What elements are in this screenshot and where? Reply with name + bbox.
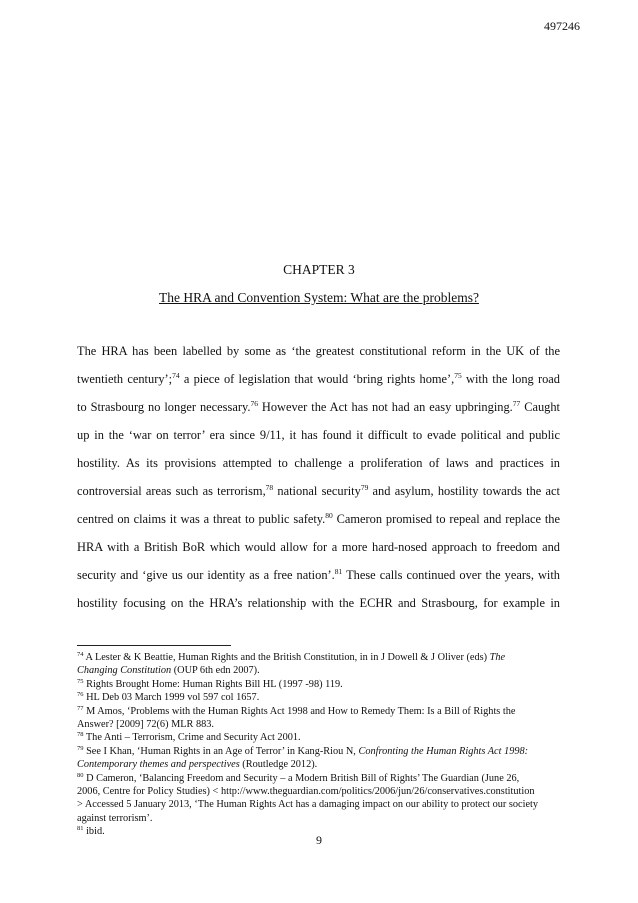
footnote-line <box>77 731 567 744</box>
text-run: HL Deb 03 March 1999 vol 597 col 1657. <box>83 692 260 704</box>
text-run: national security <box>273 484 361 498</box>
footnote-number: 75 <box>77 677 84 685</box>
text-run: a piece of legislation that would ‘bring rights home’, <box>179 372 455 386</box>
italic-title: The <box>489 652 506 663</box>
text-run: hostility focusing on the HRA’s relationship with the ECHR and Strasbourg, for example in <box>77 596 560 610</box>
footnote-line <box>77 785 567 798</box>
footnote-line <box>77 758 567 771</box>
body-line <box>77 449 560 477</box>
text-run: 2006, Centre for Policy Studies) < http://www.theguardian.com/politics/2006/jun/26/conservatives.constitution <box>77 786 535 798</box>
footnote-line <box>77 812 567 825</box>
text-run: against terrorism’. <box>77 812 153 824</box>
text-run: These calls continued over the years, with <box>342 568 560 582</box>
footnote-ref: 81 <box>334 567 343 576</box>
body-line <box>77 561 560 589</box>
footnote-ref: 79 <box>360 483 369 492</box>
text-run: Answer? [2009] 72(6) MLR 883. <box>77 719 214 731</box>
text-run: (OUP 6th edn 2007). <box>171 665 260 677</box>
text-run: However the Act has not had an easy upbringing. <box>257 400 513 414</box>
footnote-line <box>77 772 567 785</box>
footnote-number: 77 <box>77 704 84 712</box>
italic-title: Contemporary themes and perspectives <box>77 759 240 771</box>
text-run: M Amos, ‘Problems with the Human Rights Act 1998 and How to Remedy Them: Is a Bill of Rights the <box>83 705 516 717</box>
body-line <box>77 477 560 505</box>
footnote-number: 81 <box>77 825 84 833</box>
footnote-ref: 77 <box>512 399 521 408</box>
text-run: up in the ‘war on terror’ era since 9/11, it has found it difficult to evade political and public <box>77 428 560 442</box>
footnote-number: 76 <box>77 691 84 699</box>
italic-title: Changing Constitution <box>77 665 172 677</box>
footnote-number: 74 <box>77 651 84 658</box>
text-run: security and ‘give us our identity as a free nation’. <box>77 568 335 582</box>
footnote-ref: 75 <box>454 371 462 380</box>
body-line <box>77 337 560 365</box>
footnote-74 <box>77 651 567 678</box>
text-run: to Strasbourg no longer necessary. <box>77 400 251 414</box>
text-run: > Accessed 5 January 2013, ‘The Human Rights Act has a damaging impact on our ability to protect our society <box>77 799 539 811</box>
text-run: hostility. As its provisions attempted to challenge a proliferation of laws and practices in <box>77 456 560 470</box>
footnote-line <box>77 664 567 677</box>
text-run: Cameron promised to repeal and replace the <box>332 512 560 526</box>
text-run: Rights Brought Home: Human Rights Bill HL (1997 -98) 119. <box>83 678 343 690</box>
text-run: twentieth century’; <box>77 372 173 386</box>
footnote-ref: 74 <box>172 371 180 380</box>
footnote-76 <box>77 691 567 704</box>
footnote-number: 80 <box>77 771 84 779</box>
text-run: A Lester & K Beattie, Human Rights and the British Constitution, in in J Dowell & J Oliver (eds) <box>83 652 490 663</box>
body-line <box>77 505 560 533</box>
text-run: HRA with a British BoR which would allow for a more hard-nosed approach to freedom and <box>77 540 560 554</box>
italic-title: Confronting the Human Rights Act 1998: <box>358 745 529 757</box>
body-line <box>77 365 560 393</box>
body-paragraph <box>77 337 560 617</box>
footnote-line <box>77 678 567 691</box>
footnote-ref: 76 <box>250 399 258 408</box>
footnote-number: 79 <box>77 744 84 752</box>
footnote-80 <box>77 772 567 826</box>
text-run: The Anti – Terrorism, Crime and Security Act 2001. <box>83 732 301 744</box>
text-run: (Routledge 2012). <box>239 759 318 771</box>
footnote-75 <box>77 678 567 691</box>
footnote-line <box>77 651 567 664</box>
text-run: with the long road <box>461 372 560 386</box>
text-run: D Cameron, ‘Balancing Freedom and Security – a Modern British Bill of Rights’ The Guardian (June 26, <box>83 772 520 784</box>
body-line <box>77 421 560 449</box>
footnote-78 <box>77 731 567 744</box>
footnote-79 <box>77 745 567 772</box>
body-line <box>77 533 560 561</box>
footnote-ref: 78 <box>265 483 274 492</box>
footnote-line <box>77 691 567 704</box>
footnotes <box>77 651 567 839</box>
footnote-line <box>77 705 567 718</box>
text-run: ibid. <box>83 826 105 838</box>
footnote-line <box>77 718 567 731</box>
text-run: controversial areas such as terrorism, <box>77 484 266 498</box>
body-line <box>77 589 560 617</box>
footnote-77 <box>77 705 567 732</box>
footnote-ref: 80 <box>325 511 333 520</box>
chapter-subtitle: The HRA and Convention System: What are the problems? <box>159 290 479 305</box>
text-run: See I Khan, ‘Human Rights in an Age of Terror’ in Kang-Riou N, <box>83 745 359 757</box>
footnote-line <box>77 745 567 758</box>
page-number: 9 <box>316 833 322 847</box>
footnote-separator <box>77 645 231 646</box>
body-line <box>77 393 560 421</box>
text-run: Caught <box>520 400 561 414</box>
text-run: centred on claims it was a threat to public safety. <box>77 512 326 526</box>
document-id: 497246 <box>544 19 580 33</box>
chapter-title: CHAPTER 3 <box>283 262 355 277</box>
footnote-line <box>77 798 567 811</box>
footnote-number: 78 <box>77 731 84 739</box>
text-run: and asylum, hostility towards the act <box>368 484 560 498</box>
text-run: The HRA has been labelled by some as ‘the greatest constitutional reform in the UK of the <box>77 344 560 358</box>
